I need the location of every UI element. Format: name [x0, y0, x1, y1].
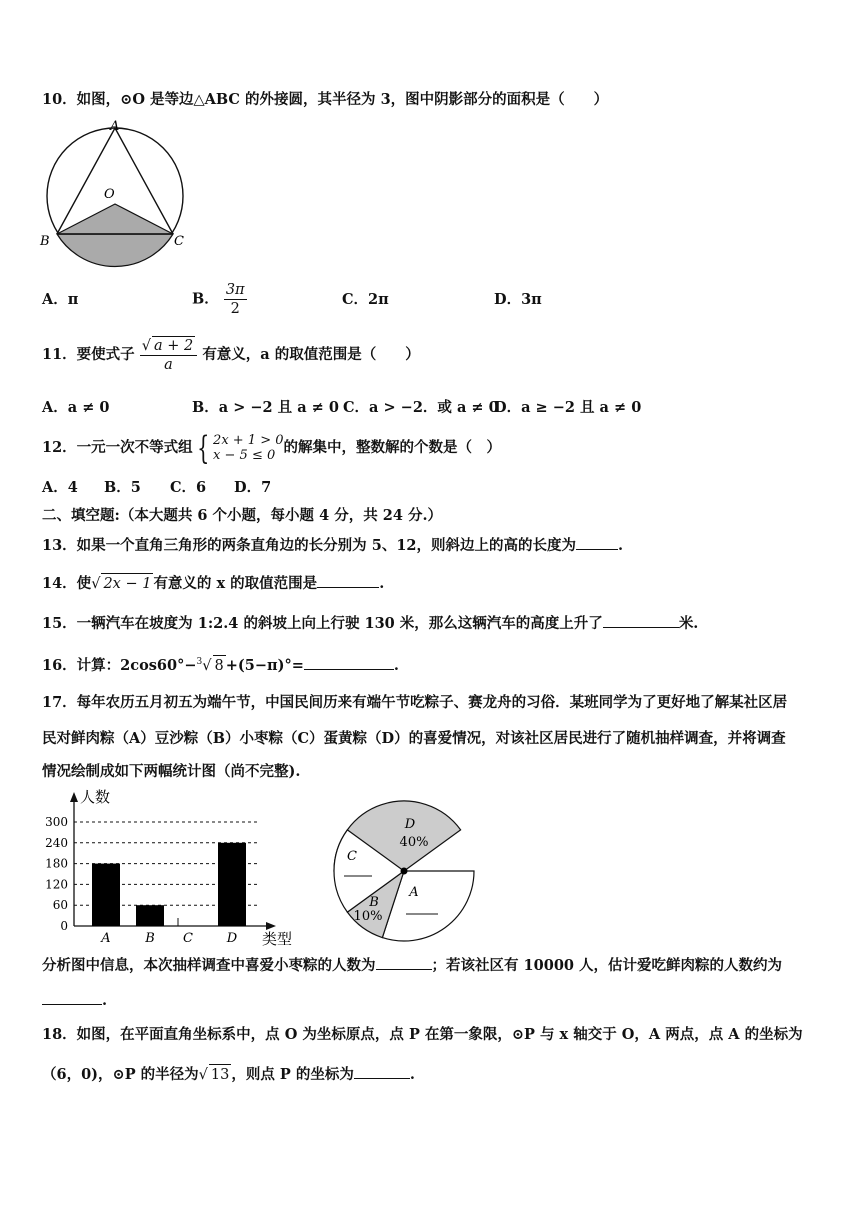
q17-answer-blank-2[interactable] — [42, 990, 102, 1005]
y-tick-label: 240 — [45, 835, 68, 850]
q14-answer-blank[interactable] — [317, 573, 379, 588]
q17-line-2: 民对鲜肉粽（A）豆沙粽（B）小枣粽（C）蛋黄粽（D）的喜爱情况，对该社区居民进行了随机抽样调查，并将调查 — [42, 730, 786, 747]
q18-line-2-suffix: ，则点 P 的坐标为 — [231, 1066, 354, 1083]
q10-option-b-denominator: 2 — [230, 301, 240, 317]
x-tick-label: B — [145, 931, 155, 946]
q13-answer-blank[interactable] — [576, 535, 618, 550]
q17-line-1: 17．每年农历五月初五为端午节，中国民间历来有端午节吃粽子、赛龙舟的习俗．某班同学为了更好地了解某社区居 — [42, 694, 788, 711]
label-O: O — [104, 187, 115, 202]
q12-system — [213, 433, 283, 463]
q10-option-b-label: B． — [192, 290, 219, 308]
q13-text — [42, 535, 623, 556]
q14-end: . — [379, 575, 385, 592]
q10-option-d: D．3π — [494, 291, 542, 308]
q17-after-a: 分析图中信息，本次抽样调查中喜爱小枣粽的人数为 — [42, 957, 376, 974]
bar-D — [218, 843, 246, 926]
q10-option-b-numerator: 3π — [225, 282, 245, 298]
q12-option-c: C．6 — [170, 479, 207, 496]
x-axis-title: 类型 — [262, 930, 293, 948]
q12-suffix: 的解集中，整数解的个数是（ ） — [283, 439, 502, 456]
x-tick-label: A — [101, 931, 111, 946]
q10-option-c: C．2π — [342, 291, 389, 308]
q18-line-2-prefix: （6，0)，⊙P 的半径为 — [42, 1066, 199, 1083]
q10-option-b-fraction — [224, 281, 247, 318]
pie-chart — [328, 796, 480, 946]
q15-text — [42, 613, 698, 634]
q12-inequality-2: x − 5 ≤ 0 — [213, 448, 276, 463]
bar-chart — [38, 786, 300, 948]
bar-B — [136, 905, 164, 926]
x-axis-arrow — [266, 922, 276, 930]
q15-answer-blank[interactable] — [603, 613, 679, 628]
q14-radicand: 2x − 1 — [101, 573, 153, 594]
q10-text: 10．如图，⊙O 是等边△ABC 的外接圆，其半径为 3，图中阴影部分的面积是（ ） — [42, 91, 609, 108]
q10-option-a: A．π — [42, 291, 79, 308]
pie-center-dot — [401, 868, 408, 875]
q12-option-b: B．5 — [104, 479, 141, 496]
q18-answer-blank[interactable] — [354, 1064, 410, 1079]
q10-option-b — [192, 281, 247, 318]
pie-label-B: B — [369, 895, 379, 910]
pie-percent-B: 10% — [353, 909, 383, 924]
y-tick-label: 0 — [60, 919, 68, 933]
q11-fraction — [140, 336, 198, 374]
q11-radicand: a + 2 — [154, 338, 194, 354]
label-A: A — [110, 119, 120, 134]
q17-after-line-1 — [42, 955, 782, 976]
q13-end: . — [618, 537, 624, 554]
q16-prefix: 16．计算：2cos60°− — [42, 656, 197, 674]
label-C: C — [174, 234, 184, 249]
q11-option-b: B．a > −2 且 a ≠ 0 — [192, 399, 339, 416]
q17-after-end: . — [102, 992, 108, 1009]
q11-option-d: D．a ≥ −2 且 a ≠ 0 — [494, 399, 642, 416]
q11-option-c: C．a > −2．或 a ≠ 0 — [343, 399, 499, 416]
bar-A — [92, 864, 120, 926]
q18-line-1: 18．如图，在平面直角坐标系中，点 O 为坐标原点，点 P 在第一象限，⊙P 与 x 轴交于 O，A 两点，点 A 的坐标为 — [42, 1026, 803, 1043]
q11-option-a: A．a ≠ 0 — [42, 399, 110, 416]
x-tick-label: C — [183, 931, 193, 946]
pie-label-D: D — [404, 817, 416, 832]
q16-end: . — [393, 656, 399, 674]
q18-end: . — [409, 1066, 415, 1083]
q10-figure — [38, 118, 198, 278]
q17-line-3: 情况绘制成如下两幅统计图（尚不完整). — [42, 763, 301, 780]
q15-end: 米. — [678, 615, 699, 632]
x-tick-label: D — [226, 931, 238, 946]
q18-radicand: 13 — [209, 1064, 231, 1085]
q11-suffix: 有意义，a 的取值范围是（ ） — [202, 346, 420, 363]
pie-percent-D: 40% — [399, 835, 429, 850]
q16-answer-blank[interactable] — [304, 655, 394, 670]
q17-answer-blank-1[interactable] — [376, 955, 432, 970]
q12-inequality-1: 2x + 1 > 0 — [213, 433, 284, 448]
q12-text — [42, 429, 502, 467]
q12-prefix: 12．一元一次不等式组 — [42, 439, 193, 456]
q12-option-d: D．7 — [234, 479, 272, 496]
q16-radicand: 8 — [213, 655, 226, 676]
q15-body: 15．一辆汽车在坡度为 1:2.4 的斜坡上向上行驶 130 米，那么这辆汽车的高度上升了 — [42, 615, 603, 632]
q12-option-a: A．4 — [42, 479, 78, 496]
q13-body: 13．如果一个直角三角形的两条直角边的长分别为 5、12，则斜边上的高的长度为 — [42, 537, 576, 554]
y-axis-title: 人数 — [80, 788, 111, 806]
q14-suffix: 有意义的 x 的取值范围是 — [153, 575, 318, 592]
q12-brace: { — [196, 429, 209, 467]
pie-label-A: A — [409, 885, 419, 900]
q11-text — [42, 336, 420, 374]
q17-after-line-2 — [42, 990, 107, 1011]
section-2-heading: 二、填空题:（本大题共 6 个小题，每小题 4 分，共 24 分.） — [42, 507, 443, 524]
y-tick-label: 300 — [45, 815, 68, 829]
y-tick-label: 180 — [45, 856, 68, 871]
q17-after-b: ；若该社区有 10000 人，估计爱吃鲜肉粽的人数约为 — [431, 957, 783, 974]
shaded-triangle — [57, 204, 173, 234]
q11-numerator: √ a + 2 — [140, 336, 198, 356]
q18-line-2: （6，0)，⊙P 的半径为√ 13 ，则点 P 的坐标为 . — [42, 1066, 415, 1083]
q11-prefix: 11．要使式子 — [42, 346, 135, 363]
q11-denominator: a — [164, 357, 173, 373]
y-tick-label: 60 — [52, 898, 68, 913]
q16-text: 16．计算：2cos60°−$^3$√ 8 +(5−π)°= . — [42, 656, 399, 674]
q14-prefix: 14．使 — [42, 575, 92, 592]
y-tick-label: 120 — [45, 877, 68, 892]
label-B: B — [40, 234, 50, 249]
q16-root-index: 3 — [196, 657, 203, 667]
shaded-segment — [57, 234, 173, 267]
q16-suffix: +(5−π)°= — [225, 656, 304, 674]
q14-text: 14．使√ 2x − 1 有意义的 x 的取值范围是 . — [42, 575, 385, 592]
pie-label-C: C — [347, 849, 357, 864]
y-axis-arrow — [70, 792, 78, 802]
